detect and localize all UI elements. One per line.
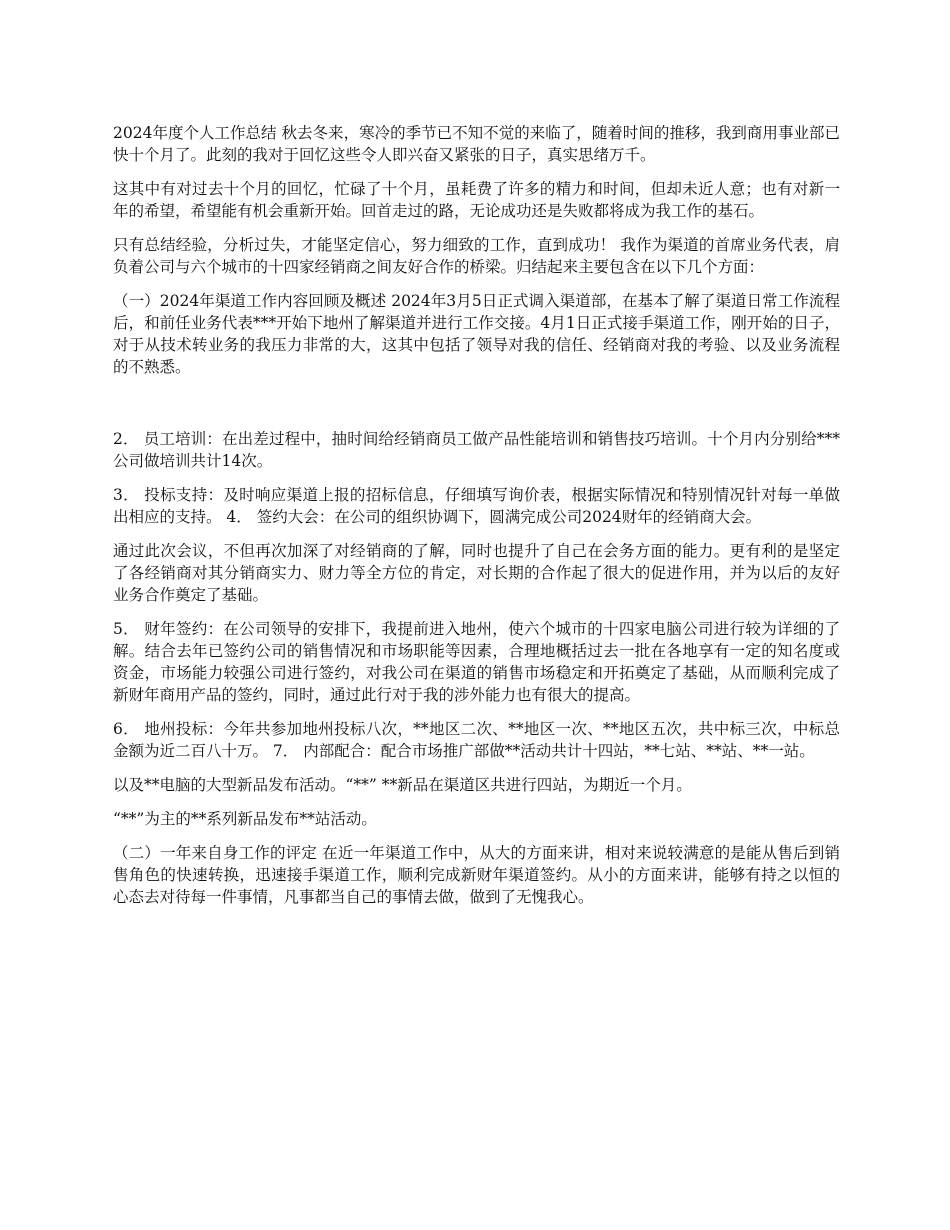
paragraph-section-two: （二）一年来自身工作的评定 在近一年渠道工作中，从大的方面来讲，相对来说较满意的是能从售后到销售角色的快速转换，迅速接手渠道工作，顺利完成新财年渠道签约。从小的方面来讲，能够有持之以恒的心态去对待每一件事情，凡事都当自己的事情去做，做到了无愧我心。	[113, 844, 840, 906]
paragraph-intro: 2024年度个人工作总结 秋去冬来，寒冷的季节已不知不觉的来临了，随着时间的推移，我到商用事业部已快十个月了。此刻的我对于回忆这些令人即兴奋又紧张的日子，真实思绪万千。	[113, 124, 840, 164]
paragraph-item-6-7: 6． 地州投标：今年共参加地州投标八次，**地区二次、**地区一次、**地区五次，共中标三次，中标总金额为近二百八十万。 7． 内部配合：配合市场推广部做**活动共计十四站，**七站、**站、**一站。	[113, 720, 840, 760]
section-gap	[113, 390, 840, 428]
paragraph-item-5: 5． 财年签约：在公司领导的安排下，我提前进入地州，使六个城市的十四家电脑公司进行较为详细的了解。结合去年已签约公司的销售情况和市场职能等因素，合理地概括过去一批在各地享有一定的知名度或资金，市场能力较强公司进行签约，对我公司在渠道的销售市场稳定和开拓奠定了基础，从而顺利完成了新财年商用产品的签约，同时，通过此行对于我的涉外能力也有很大的提高。	[113, 620, 840, 704]
paragraph-series: “**”为主的**系列新品发布**站活动。	[113, 810, 377, 828]
paragraph-section-one: （一）2024年渠道工作内容回顾及概述 2024年3月5日正式调入渠道部，在基本了解了渠道日常工作流程后，和前任业务代表***开始下地州了解渠道并进行工作交接。4月1日正式接手渠道工作，刚开始的日子，对于从技术转业务的我压力非常的大，这其中包括了领导对我的信任、经销商对我的考验、以及业务流程的不熟悉。	[113, 292, 840, 376]
paragraph-item-2: 2． 员工培训：在出差过程中，抽时间给经销商员工做产品性能培训和销售技巧培训。十个月内分别给***公司做培训共计14次。	[113, 430, 840, 470]
paragraph-item-3-4: 3． 投标支持：及时响应渠道上报的招标信息，仔细填写询价表，根据实际情况和特别情况针对每一单做出相应的支持。 4． 签约大会：在公司的组织协调下，圆满完成公司2024财年的经销商大会。	[113, 486, 840, 526]
paragraph-summary: 只有总结经验，分析过失，才能坚定信心，努力细致的工作，直到成功！ 我作为渠道的首席业务代表，肩负着公司与六个城市的十四家经销商之间友好合作的桥梁。归结起来主要包含在以下几个方面：	[113, 236, 840, 276]
paragraph-launch: 以及**电脑的大型新品发布活动。“**” **新品在渠道区共进行四站，为期近一个月。	[113, 776, 692, 794]
paragraph-meeting: 通过此次会议，不但再次加深了对经销商的了解，同时也提升了自己在会务方面的能力。更有利的是坚定了各经销商对其分销商实力、财力等全方位的肯定，对长期的合作起了很大的促进作用，并为以后的友好业务合作奠定了基础。	[113, 542, 840, 604]
document-body	[113, 122, 840, 920]
paragraph-reflection: 这其中有对过去十个月的回忆，忙碌了十个月，虽耗费了许多的精力和时间，但却未近人意；也有对新一年的希望，希望能有机会重新开始。回首走过的路，无论成功还是失败都将成为我工作的基石。	[113, 180, 840, 220]
